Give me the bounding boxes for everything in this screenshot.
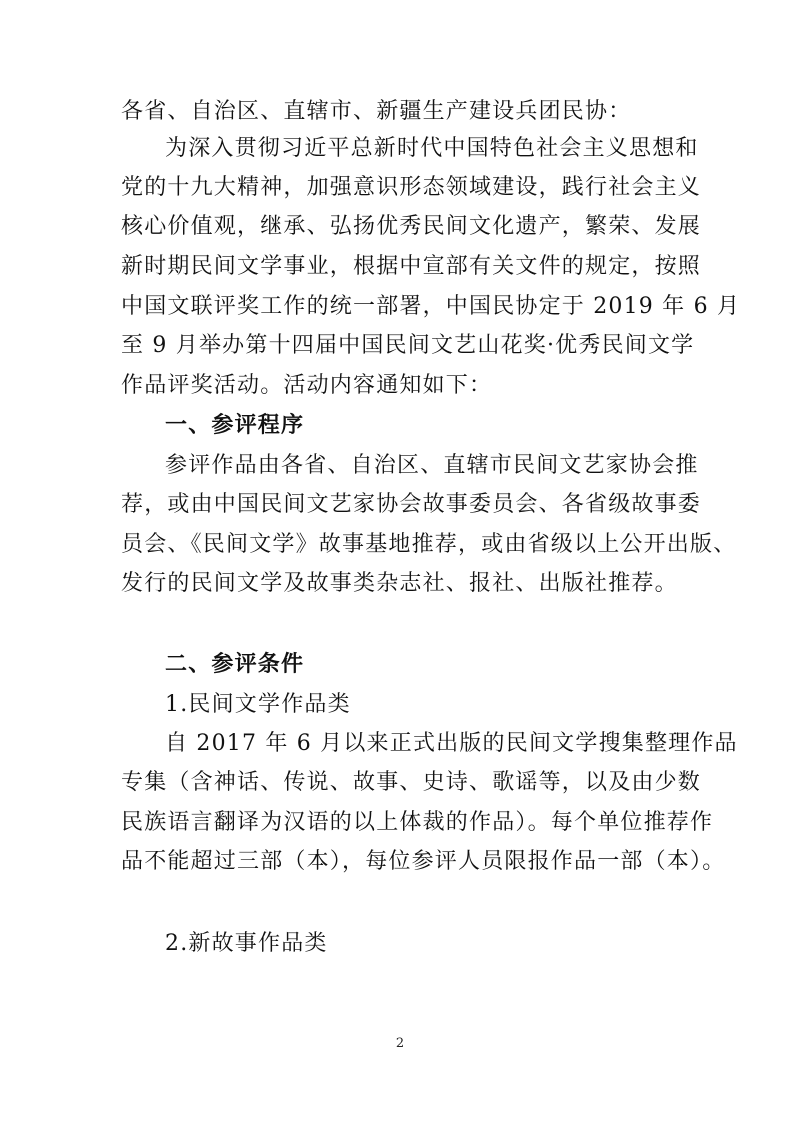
page-number: 2 [395,1036,405,1051]
paragraph-line: 中国文联评奖工作的统一部署，中国民协定于 2019 年 6 月 [121,294,741,319]
paragraph-line: 发行的民间文学及故事类杂志社、报社、出版社推荐。 [121,571,678,596]
paragraph-line: 作品评奖活动。活动内容通知如下： [121,373,493,398]
paragraph-line: 核心价值观，继承、弘扬优秀民间文化遗产，繁荣、发展 [121,214,702,239]
section-heading-procedure: 一、参评程序 [165,413,305,438]
paragraph-line: 参评作品由各省、自治区、直辖市民间文艺家协会推 [165,453,699,478]
paragraph-line: 自 2017 年 6 月以来正式出版的民间文学搜集整理作品 [165,731,738,756]
paragraph-line: 党的十九大精神，加强意识形态领域建设，践行社会主义 [121,175,702,200]
paragraph-line: 至 9 月举办第十四届中国民间文艺山花奖·优秀民间文学 [121,333,695,358]
subsection-heading-new-stories: 2.新故事作品类 [165,931,328,956]
paragraph-line: 民族语言翻译为汉语的以上体裁的作品）。每个单位推荐作 [121,810,714,835]
section-heading-conditions: 二、参评条件 [165,652,305,677]
paragraph-line: 员会、《民间文学》故事基地推荐，或由省级以上公开出版、 [121,532,737,557]
paragraph-line: 为深入贯彻习近平总新时代中国特色社会主义思想和 [165,136,699,161]
subsection-heading-folk-literature: 1.民间文学作品类 [165,692,351,717]
paragraph-line: 品不能超过三部（本），每位参评人员限报作品一部（本）。 [121,849,726,874]
paragraph-line: 荐，或由中国民间文艺家协会故事委员会、各省级故事委 [121,492,702,517]
paragraph-line: 专集（含神话、传说、故事、史诗、歌谣等，以及由少数 [121,770,702,795]
salutation: 各省、自治区、直辖市、新疆生产建设兵团民协： [121,99,632,124]
paragraph-line: 新时期民间文学事业，根据中宣部有关文件的规定，按照 [121,254,702,279]
